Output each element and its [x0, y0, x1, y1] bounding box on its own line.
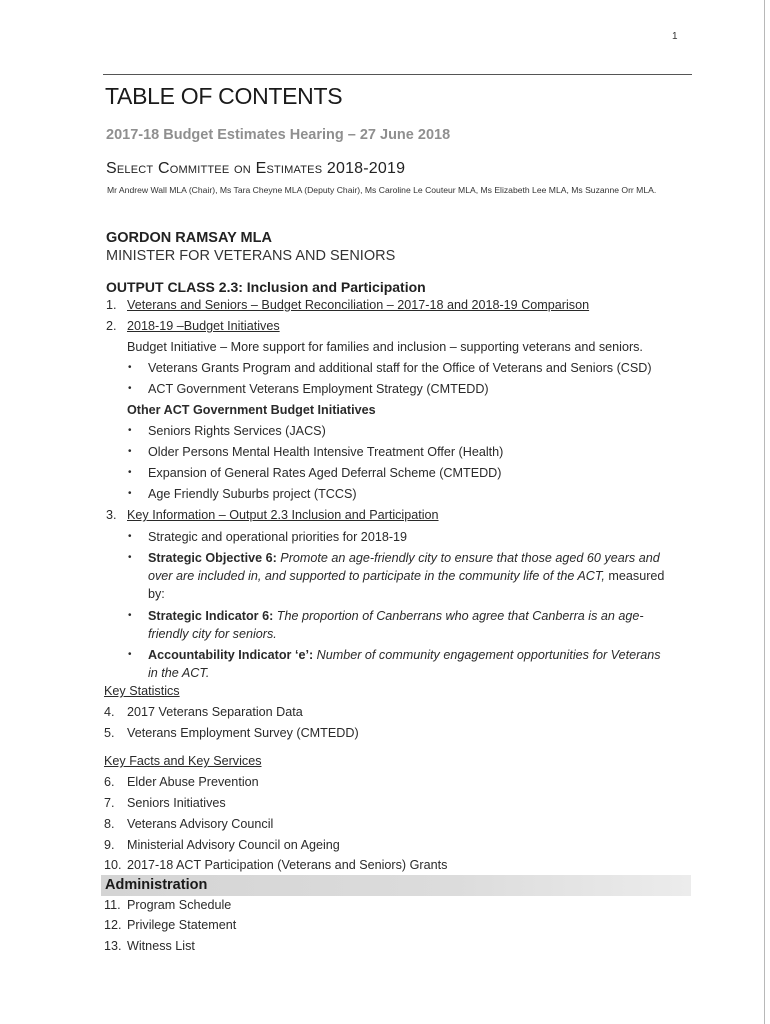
bullet-icon: •	[128, 649, 132, 660]
other-bullet-3: Expansion of General Rates Aged Deferral Scheme (CMTEDD)	[148, 466, 502, 480]
strategic-indicator-text: The proportion of Canberrans who agree that Canberra is an age-friendly city for seniors.	[148, 609, 644, 641]
item-4-text: 2017 Veterans Separation Data	[127, 705, 303, 719]
bullet-icon: •	[128, 610, 132, 621]
strategic-objective-text: Promote an age-friendly city to ensure that those aged 60 years and over are included in, and supported to participate in the community life of the ACT,	[148, 551, 660, 583]
item-10-number: 10.	[104, 858, 122, 872]
title-rule	[103, 74, 692, 75]
item-5-text: Veterans Employment Survey (CMTEDD)	[127, 726, 359, 740]
committee-heading: Select Committee on Estimates 2018-2019	[106, 160, 406, 177]
item-9-text: Ministerial Advisory Council on Ageing	[127, 838, 340, 852]
administration-heading: Administration	[105, 877, 208, 893]
strategic-objective-bullet	[148, 549, 678, 603]
strategic-indicator-label: Strategic Indicator 6:	[148, 609, 274, 623]
item-8-text: Veterans Advisory Council	[127, 817, 274, 831]
priorities-bullet: Strategic and operational priorities for 2018-19	[148, 530, 408, 544]
bullet-icon: •	[128, 425, 132, 436]
accountability-indicator-bullet	[148, 646, 668, 682]
item-5-number: 5.	[104, 726, 115, 740]
strategic-objective-label: Strategic Objective 6:	[148, 551, 277, 565]
other-bullet-4: Age Friendly Suburbs project (TCCS)	[148, 487, 357, 501]
item-3-number: 3.	[106, 508, 117, 522]
budget-initiative-text: Budget Initiative – More support for families and inclusion – supporting veterans and seniors.	[127, 340, 643, 354]
budget-bullet-2: ACT Government Veterans Employment Strategy (CMTEDD)	[148, 382, 489, 396]
budget-bullet-1: Veterans Grants Program and additional staff for the Office of Veterans and Seniors (CSD)	[148, 361, 652, 375]
key-facts-heading: Key Facts and Key Services	[104, 754, 262, 768]
item-11-number: 11.	[104, 898, 121, 912]
other-bullet-2: Older Persons Mental Health Intensive Treatment Offer (Health)	[148, 445, 504, 459]
committee-members: Mr Andrew Wall MLA (Chair), Ms Tara Cheyne MLA (Deputy Chair), Ms Caroline Le Couteur MLA, Ms Elizabeth Lee MLA, Ms Suzanne Orr MLA.	[107, 185, 657, 195]
key-statistics-heading: Key Statistics	[104, 684, 180, 698]
item-1-number: 1.	[106, 298, 117, 312]
page-number: 1	[672, 31, 678, 42]
item-6-number: 6.	[104, 775, 115, 789]
bullet-icon: •	[128, 383, 132, 394]
other-initiatives-heading: Other ACT Government Budget Initiatives	[127, 403, 376, 417]
item-10-text: 2017-18 ACT Participation (Veterans and Seniors) Grants	[127, 858, 448, 872]
accountability-indicator-text: Number of community engagement opportunities for Veterans in the ACT.	[148, 648, 661, 680]
item-6-text: Elder Abuse Prevention	[127, 775, 259, 789]
item-2-link[interactable]: 2018-19 –Budget Initiatives	[127, 319, 280, 333]
strategic-indicator-bullet	[148, 607, 678, 643]
item-8-number: 8.	[104, 817, 115, 831]
page-title: TABLE OF CONTENTS	[105, 83, 343, 109]
minister-name: GORDON RAMSAY MLA	[106, 230, 272, 246]
item-13-number: 13.	[104, 939, 122, 953]
scan-edge	[764, 0, 765, 1024]
bullet-icon: •	[128, 531, 132, 542]
output-class-heading: OUTPUT CLASS 2.3: Inclusion and Participation	[106, 279, 426, 295]
item-1-link[interactable]: Veterans and Seniors – Budget Reconciliation – 2017-18 and 2018-19 Comparison	[127, 298, 590, 312]
bullet-icon: •	[128, 488, 132, 499]
bullet-icon: •	[128, 467, 132, 478]
item-3-link[interactable]: Key Information – Output 2.3 Inclusion and Participation	[127, 508, 439, 522]
item-12-text: Privilege Statement	[127, 918, 237, 932]
other-bullet-1: Seniors Rights Services (JACS)	[148, 424, 326, 438]
bullet-icon: •	[128, 446, 132, 457]
item-11-text: Program Schedule	[127, 898, 232, 912]
item-9-number: 9.	[104, 838, 115, 852]
item-4-number: 4.	[104, 705, 115, 719]
item-2-number: 2.	[106, 319, 117, 333]
bullet-icon: •	[128, 552, 132, 563]
item-7-number: 7.	[104, 796, 115, 810]
item-12-number: 12.	[104, 918, 122, 932]
item-7-text: Seniors Initiatives	[127, 796, 226, 810]
bullet-icon: •	[128, 362, 132, 373]
hearing-heading: 2017-18 Budget Estimates Hearing – 27 June 2018	[106, 127, 451, 143]
minister-portfolio: MINISTER FOR VETERANS AND SENIORS	[106, 248, 396, 264]
item-13-text: Witness List	[127, 939, 195, 953]
accountability-indicator-label: Accountability Indicator ‘e’:	[148, 648, 314, 662]
strategic-objective-suffix: measured by:	[148, 569, 665, 601]
